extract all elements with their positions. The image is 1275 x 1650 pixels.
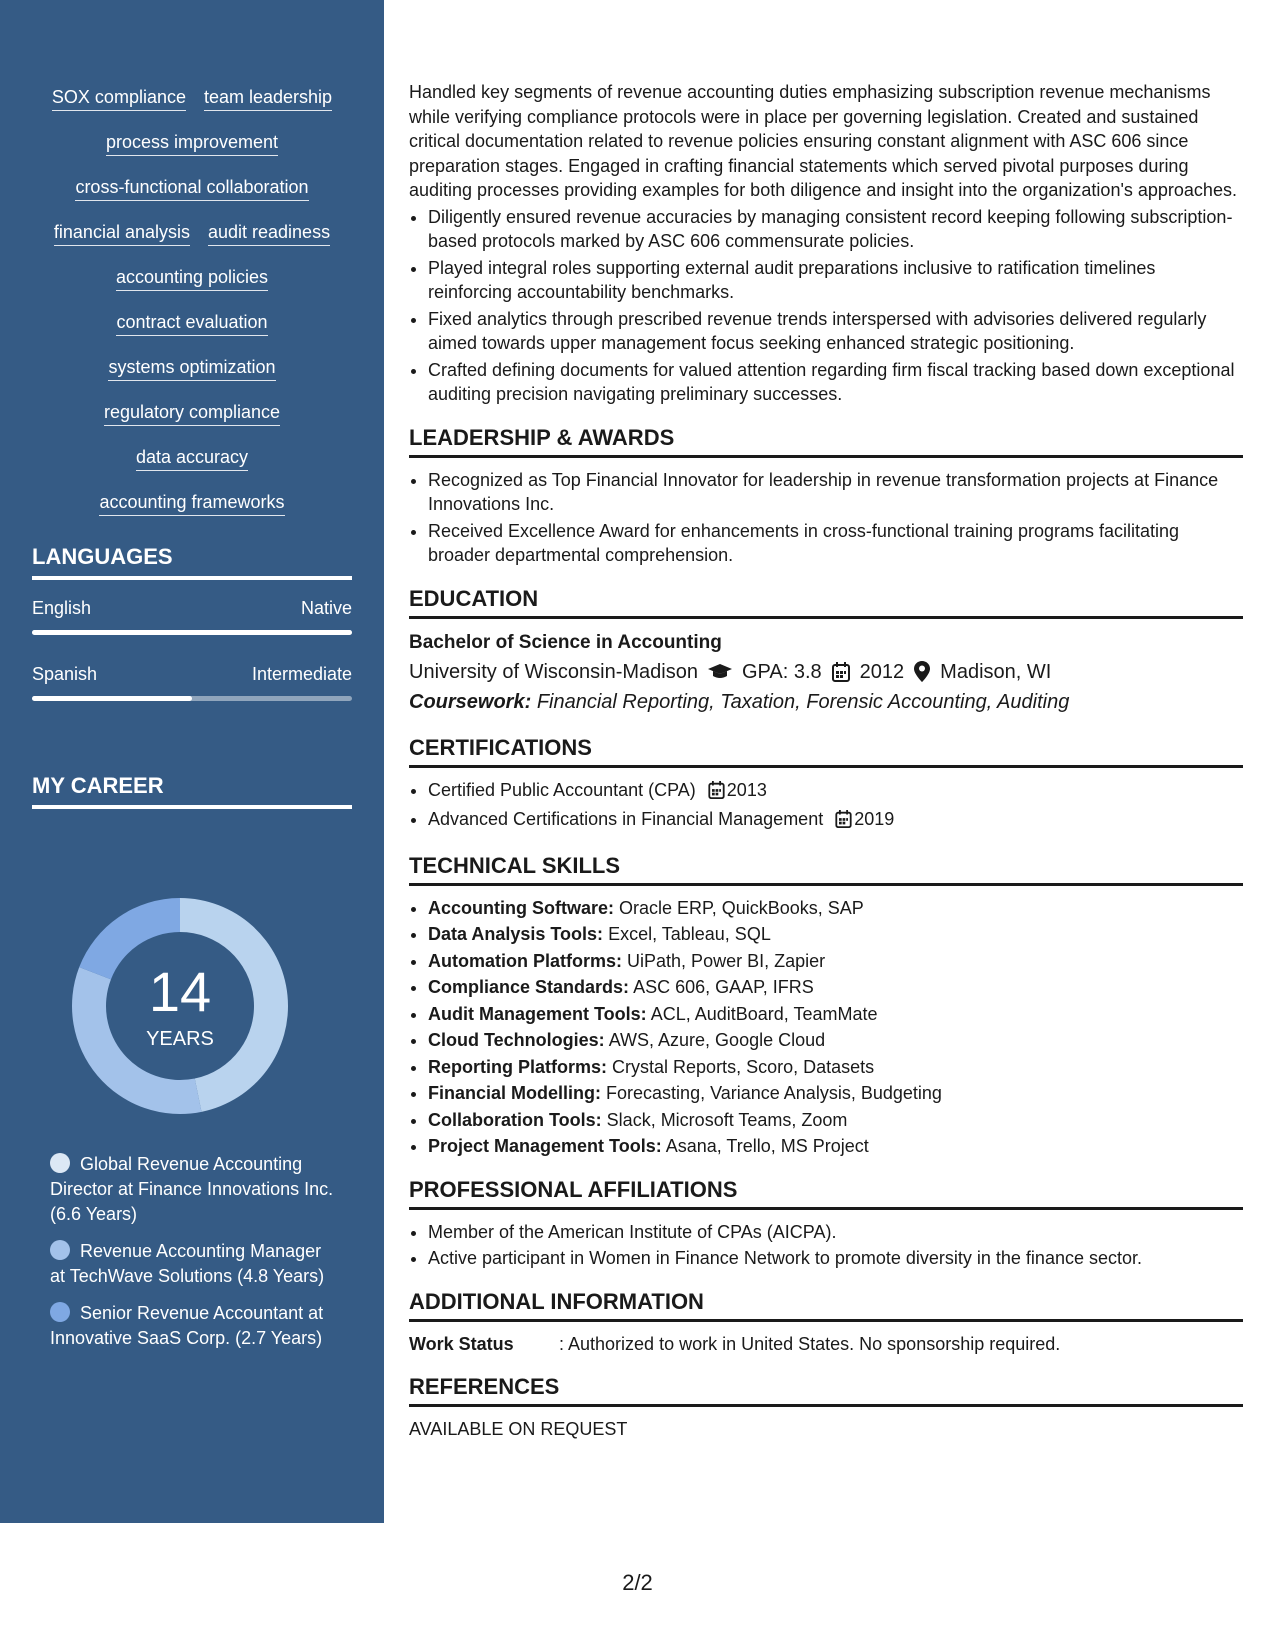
affiliations-list xyxy=(409,1220,1243,1271)
career-item xyxy=(50,1152,340,1227)
career-dot xyxy=(50,1302,70,1322)
graduation-cap-icon xyxy=(708,663,732,681)
education-details xyxy=(409,657,1243,687)
skill-row xyxy=(32,131,352,176)
experience-bullet: • Played integral roles supporting external audit preparations inclusive to ratification timelines reinforcing accountability benchmarks. xyxy=(428,256,1243,305)
technical-skill-item xyxy=(428,949,1243,974)
technical-skill-value: AWS, Azure, Google Cloud xyxy=(608,1030,826,1050)
technical-skill-value: Asana, Trello, MS Project xyxy=(665,1136,869,1156)
career-total xyxy=(66,892,294,1120)
technical-skills-heading: TECHNICAL SKILLS xyxy=(409,851,1243,886)
education-heading: EDUCATION xyxy=(409,584,1243,619)
certifications-heading: CERTIFICATIONS xyxy=(409,733,1243,768)
technical-skill-value: Excel, Tableau, SQL xyxy=(608,924,771,944)
coursework-value: Financial Reporting, Taxation, Forensic Accounting, Auditing xyxy=(536,690,1070,713)
technical-skill-item xyxy=(428,1055,1243,1080)
technical-skill-value: Forecasting, Variance Analysis, Budgeting xyxy=(606,1083,942,1103)
affiliations-heading: PROFESSIONAL AFFILIATIONS xyxy=(409,1175,1243,1210)
technical-skill-item xyxy=(428,1002,1243,1027)
affiliation-item: • Member of the American Institute of CPAs (AICPA). xyxy=(428,1220,1243,1245)
education-year: 2012 xyxy=(859,660,905,683)
language-bar-fill xyxy=(32,630,352,635)
experience-bullets xyxy=(409,205,1243,407)
certification-name: Advanced Certifications in Financial Management xyxy=(428,809,824,829)
location-pin-icon xyxy=(914,661,930,682)
certification-name: Certified Public Accountant (CPA) xyxy=(428,779,696,800)
experience-bullet: • Fixed analytics through prescribed revenue trends interspersed with advisories delivered regularly aimed towards upper management focus seeking enhanced strategic positioning. xyxy=(428,307,1243,356)
work-status-row xyxy=(409,1332,1243,1357)
skill-tag: accounting policies xyxy=(116,266,268,291)
career-dot xyxy=(50,1240,70,1260)
technical-skill-value: ACL, AuditBoard, TeamMate xyxy=(650,1003,878,1024)
education-degree: Bachelor of Science in Accounting xyxy=(409,631,722,653)
technical-skill-label: Data Analysis Tools: xyxy=(428,924,604,944)
education-coursework xyxy=(409,687,1243,717)
skill-tag: systems optimization xyxy=(108,356,275,381)
career-item-text: Global Revenue Accounting Director at Finance Innovations Inc. (6.6 Years) xyxy=(50,1154,334,1224)
certification-year: 2019 xyxy=(854,809,895,829)
skill-tag: regulatory compliance xyxy=(104,401,280,426)
skill-tag: financial analysis xyxy=(54,221,190,246)
page-number: 2/2 xyxy=(622,1570,653,1595)
skill-row xyxy=(32,176,352,221)
technical-skill-label: Collaboration Tools: xyxy=(428,1109,602,1130)
skill-tag: process improvement xyxy=(106,131,278,156)
experience-bullet: • Diligently ensured revenue accuracies by managing consistent record keeping following subscription-based protocols marked by ASC 606 commensurate policies. xyxy=(428,205,1243,254)
additional-info-heading: ADDITIONAL INFORMATION xyxy=(409,1287,1243,1322)
skill-tag: contract evaluation xyxy=(116,311,267,336)
language-bar xyxy=(32,630,352,635)
coursework-label: Coursework: xyxy=(409,690,532,713)
references-text: AVAILABLE ON REQUEST xyxy=(409,1419,628,1439)
technical-skill-label: Reporting Platforms: xyxy=(428,1056,608,1077)
technical-skill-label: Accounting Software: xyxy=(428,897,615,918)
language-spanish xyxy=(32,664,352,701)
technical-skill-item xyxy=(428,922,1243,947)
work-status-value: : Authorized to work in United States. No sponsorship required. xyxy=(559,1333,1061,1354)
leadership-list xyxy=(409,468,1243,568)
skill-row xyxy=(32,221,352,266)
technical-skill-item xyxy=(428,975,1243,1000)
references-heading: REFERENCES xyxy=(409,1372,1243,1407)
summary-paragraph: Handled key segments of revenue accounting duties emphasizing subscription revenue mechanisms while verifying compliance protocols were in place per governing legislation. Created and sustained critical documentation related to revenue policies ensuring constant alignment with ASC 606 since preparation stages. Engaged in crafting financial statements which served pivotal purposes during auditing processes providing examples for both diligence and insight into the organization's approaches. xyxy=(409,82,1237,200)
language-level: Native xyxy=(300,598,352,618)
leadership-item: • Received Excellence Award for enhancements in cross-functional training programs facilitating broader departmental comprehension. xyxy=(428,519,1243,568)
skill-row xyxy=(32,446,352,491)
technical-skill-value: Slack, Microsoft Teams, Zoom xyxy=(606,1109,848,1130)
language-bar xyxy=(32,696,352,701)
skill-row xyxy=(32,356,352,401)
certification-item xyxy=(428,778,1243,806)
technical-skill-label: Financial Modelling: xyxy=(428,1083,602,1103)
career-years-label: YEARS xyxy=(146,1028,214,1050)
main-content xyxy=(409,80,1243,1442)
language-name: English xyxy=(32,598,92,618)
career-item xyxy=(50,1301,340,1351)
language-name: Spanish xyxy=(32,664,98,684)
languages-heading: LANGUAGES xyxy=(32,544,352,580)
technical-skill-value: ASC 606, GAAP, IFRS xyxy=(633,977,814,997)
career-years-number: 14 xyxy=(148,960,212,1023)
skill-row xyxy=(32,401,352,446)
technical-skill-value: UiPath, Power BI, Zapier xyxy=(627,950,826,971)
leadership-item: • Recognized as Top Financial Innovator for leadership in revenue transformation projects at Finance Innovations Inc. xyxy=(428,468,1243,517)
skill-tag: accounting frameworks xyxy=(99,491,284,516)
skill-row xyxy=(32,86,352,131)
skill-tag: data accuracy xyxy=(136,446,248,471)
education-location: Madison, WI xyxy=(940,660,1052,683)
sidebar xyxy=(0,0,384,1523)
technical-skill-label: Project Management Tools: xyxy=(428,1136,662,1156)
career-dot xyxy=(50,1153,70,1173)
career-item-text: Revenue Accounting Manager at TechWave Solutions (4.8 Years) xyxy=(50,1241,325,1286)
technical-skill-item xyxy=(428,896,1243,921)
technical-skill-item xyxy=(428,1028,1243,1053)
affiliation-item: • Active participant in Women in Finance Network to promote diversity in the finance sector. xyxy=(428,1246,1243,1271)
career-list xyxy=(50,1152,340,1363)
skill-tag: audit readiness xyxy=(208,221,330,246)
certification-item xyxy=(428,807,1243,835)
technical-skill-value: Crystal Reports, Scoro, Datasets xyxy=(612,1056,875,1077)
career-item-text: Senior Revenue Accountant at Innovative SaaS Corp. (2.7 Years) xyxy=(50,1303,324,1348)
certification-year: 2013 xyxy=(726,779,767,800)
language-level: Intermediate xyxy=(251,664,352,684)
technical-skill-item xyxy=(428,1134,1243,1159)
career-heading: MY CAREER xyxy=(32,773,352,809)
calendar-icon xyxy=(832,662,850,682)
calendar-icon xyxy=(708,781,725,806)
skill-row xyxy=(32,491,352,536)
work-status-label: Work Status xyxy=(409,1333,514,1354)
language-english xyxy=(32,598,352,635)
skill-tag: cross-functional collaboration xyxy=(75,176,308,201)
technical-skill-label: Cloud Technologies: xyxy=(428,1030,605,1050)
leadership-heading: LEADERSHIP & AWARDS xyxy=(409,423,1243,458)
technical-skills-list xyxy=(409,896,1243,1159)
technical-skill-label: Audit Management Tools: xyxy=(428,1003,647,1024)
technical-skill-value: Oracle ERP, QuickBooks, SAP xyxy=(619,897,864,918)
technical-skill-label: Automation Platforms: xyxy=(428,950,623,971)
language-bar-fill xyxy=(32,696,192,701)
technical-skill-item xyxy=(428,1081,1243,1106)
technical-skill-item xyxy=(428,1108,1243,1133)
skill-tag: team leadership xyxy=(204,86,332,111)
calendar-icon xyxy=(835,810,852,835)
skills-list xyxy=(32,86,352,536)
education-school: University of Wisconsin-Madison xyxy=(409,660,698,683)
career-item xyxy=(50,1239,340,1289)
certifications-list xyxy=(409,778,1243,835)
skill-row xyxy=(32,266,352,311)
skill-tag: SOX compliance xyxy=(52,86,186,111)
education-gpa: GPA: 3.8 xyxy=(741,660,822,683)
skill-row xyxy=(32,311,352,356)
technical-skill-label: Compliance Standards: xyxy=(428,977,630,997)
experience-bullet: • Crafted defining documents for valued attention regarding firm fiscal tracking based down exceptional auditing precision navigating preliminary successes. xyxy=(428,358,1243,407)
